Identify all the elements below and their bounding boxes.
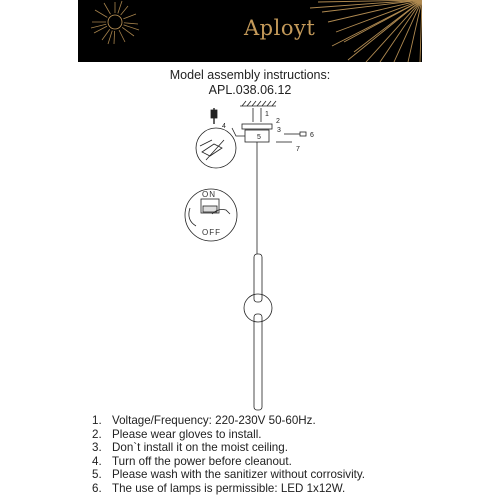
rotate-arrow (189, 208, 196, 226)
model-number: APL.038.06.12 (208, 83, 292, 97)
part-label: 7 (296, 146, 300, 153)
spec-item: 4. Turn off the power before cleanout. (92, 454, 292, 468)
switch-on-label: ON (202, 190, 216, 199)
assembly-diagram (0, 96, 500, 414)
page-title (0, 68, 500, 98)
brand-banner (78, 0, 422, 62)
part-label: 5 (257, 134, 261, 141)
connector-detail (196, 128, 236, 168)
lamp-globe (244, 294, 272, 322)
spec-item: 2. Please wear gloves to install. (92, 427, 262, 441)
side-screw-head (300, 132, 306, 136)
part-label: 4 (222, 123, 226, 130)
spec-item: 6. The use of lamps is permissible: LED 1x12W. (92, 481, 346, 495)
spec-item: 1. Voltage/Frequency: 220-230V 50-60Hz. (92, 414, 316, 427)
connector-wire (200, 140, 212, 146)
connector-wire (206, 140, 224, 160)
title-line: Model assembly instructions: (169, 68, 331, 82)
part-label: 3 (277, 127, 281, 134)
part-label: 1 (265, 111, 269, 118)
switch-rocker (203, 206, 217, 212)
spec-item: 3. Don`t install it on the moist ceiling. (92, 441, 288, 455)
brand-logo: Aployt (244, 16, 316, 40)
switch-off-label: OFF (202, 228, 221, 237)
lamp-tube-top (254, 254, 262, 302)
mounting-bracket (242, 124, 272, 129)
screwdriver-handle (211, 110, 217, 118)
lamp-tube-bottom (254, 314, 262, 410)
spec-list (92, 414, 365, 496)
spec-item: 5. Please wash with the sanitizer without corrosivity. (92, 468, 366, 482)
part-label: 2 (276, 118, 280, 125)
part-label: 6 (310, 132, 314, 139)
ceiling-hatch (242, 101, 276, 106)
